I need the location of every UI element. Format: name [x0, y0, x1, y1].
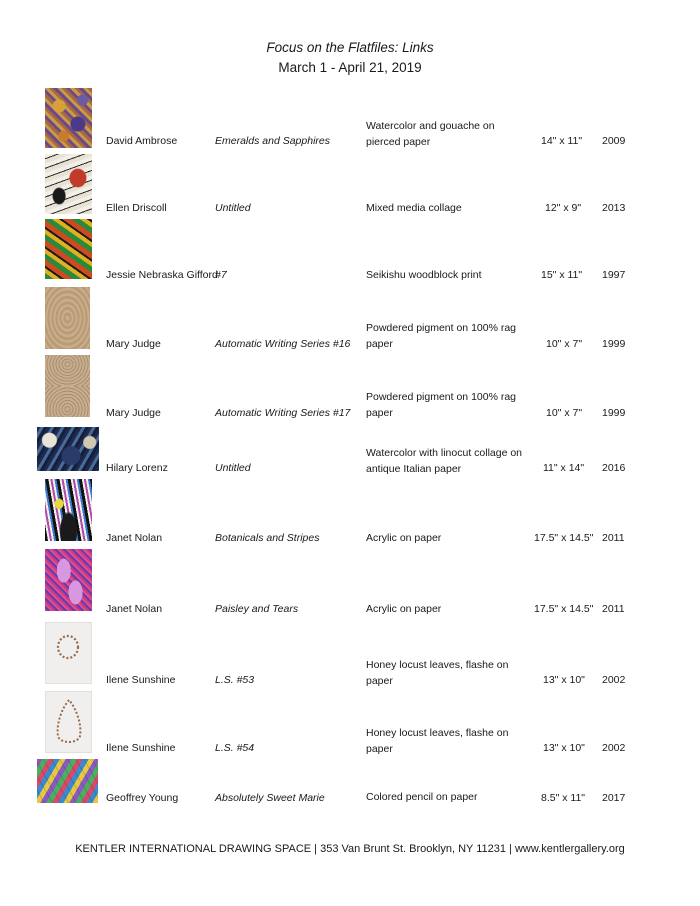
artwork-size: 8.5" x 11": [541, 792, 586, 804]
artwork-medium: Watercolor and gouache on pierced paper: [366, 120, 495, 148]
artwork-year: 1999: [602, 407, 626, 419]
leaf-loop-icon: [46, 692, 92, 753]
artwork-medium: Powdered pigment on 100% rag paper: [366, 322, 517, 350]
artist-name: David Ambrose: [106, 135, 178, 147]
artwork-title: L.S. #53: [215, 674, 255, 686]
artwork-thumbnail: [45, 479, 92, 541]
exhibition-title: Focus on the Flatfiles: Links: [266, 40, 434, 55]
artwork-medium: Powdered pigment on 100% rag paper: [366, 391, 517, 419]
artwork-year: 1999: [602, 338, 626, 350]
artwork-title: Absolutely Sweet Marie: [215, 792, 325, 804]
artwork-thumbnail: [37, 427, 99, 471]
artwork-thumbnail: [45, 622, 92, 684]
artist-name: Mary Judge: [106, 338, 161, 350]
artwork-year: 1997: [602, 269, 626, 281]
artist-name: Ilene Sunshine: [106, 742, 176, 754]
artwork-thumbnail: [45, 219, 92, 279]
artwork-year: 2017: [602, 792, 626, 804]
artwork-medium: Acrylic on paper: [366, 603, 442, 615]
artist-name: Mary Judge: [106, 407, 161, 419]
artwork-size: 12" x 9": [545, 202, 582, 214]
artwork-year: 2016: [602, 462, 626, 474]
artwork-size: 13" x 10": [543, 674, 585, 686]
artwork-thumbnail: [45, 154, 92, 214]
artist-name: Jessie Nebraska Gifford: [106, 269, 218, 281]
artwork-title: Untitled: [215, 202, 251, 214]
artwork-size: 17.5" x 14.5": [534, 532, 594, 544]
artwork-size: 17.5" x 14.5": [534, 603, 594, 615]
leaf-ring-icon: [46, 623, 92, 684]
artwork-medium: Colored pencil on paper: [366, 791, 478, 803]
artwork-size: 13" x 10": [543, 742, 585, 754]
artwork-title: Automatic Writing Series #17: [215, 407, 351, 419]
artwork-thumbnail: [37, 759, 98, 803]
artwork-medium: Watercolor with linocut collage on antique Italian paper: [366, 447, 523, 475]
exhibition-dates: March 1 - April 21, 2019: [278, 60, 422, 75]
artist-name: Janet Nolan: [106, 532, 163, 544]
artwork-year: 2002: [602, 742, 626, 754]
artwork-year: 2009: [602, 135, 626, 147]
artist-name: Ellen Driscoll: [106, 202, 167, 214]
artwork-medium: Honey locust leaves, flashe on paper: [366, 659, 509, 687]
artwork-title: Botanicals and Stripes: [215, 532, 320, 544]
artwork-year: 2013: [602, 202, 626, 214]
artwork-thumbnail: [45, 691, 92, 753]
artwork-medium: Seikishu woodblock print: [366, 269, 482, 281]
artwork-size: 10" x 7": [546, 338, 583, 350]
artist-name: Janet Nolan: [106, 603, 163, 615]
artwork-thumbnail: [45, 549, 92, 611]
artist-name: Geoffrey Young: [106, 792, 179, 804]
artwork-thumbnail: [45, 88, 92, 148]
artist-name: Hilary Lorenz: [106, 462, 168, 474]
artwork-size: 14" x 11": [541, 135, 583, 147]
artwork-year: 2011: [602, 532, 625, 544]
artwork-title: Paisley and Tears: [215, 603, 299, 615]
artwork-year: 2011: [602, 603, 625, 615]
artwork-medium: Honey locust leaves, flashe on paper: [366, 727, 509, 755]
artwork-title: L.S. #54: [215, 742, 255, 754]
artwork-size: 11" x 14": [543, 462, 585, 474]
artwork-year: 2002: [602, 674, 626, 686]
artwork-thumbnail: [45, 355, 90, 417]
gallery-footer: KENTLER INTERNATIONAL DRAWING SPACE | 353 Van Brunt St. Brooklyn, NY 11231 | www.kentlergallery.org: [75, 843, 625, 855]
artwork-medium: Acrylic on paper: [366, 532, 442, 544]
artwork-title: Untitled: [215, 462, 251, 474]
artwork-title: #7: [215, 269, 227, 281]
artwork-size: 15" x 11": [541, 269, 583, 281]
artwork-title: Emeralds and Sapphires: [215, 135, 330, 147]
artwork-thumbnail: [45, 287, 90, 349]
artist-name: Ilene Sunshine: [106, 674, 176, 686]
artwork-size: 10" x 7": [546, 407, 583, 419]
artwork-title: Automatic Writing Series #16: [215, 338, 351, 350]
artwork-medium: Mixed media collage: [366, 202, 462, 214]
